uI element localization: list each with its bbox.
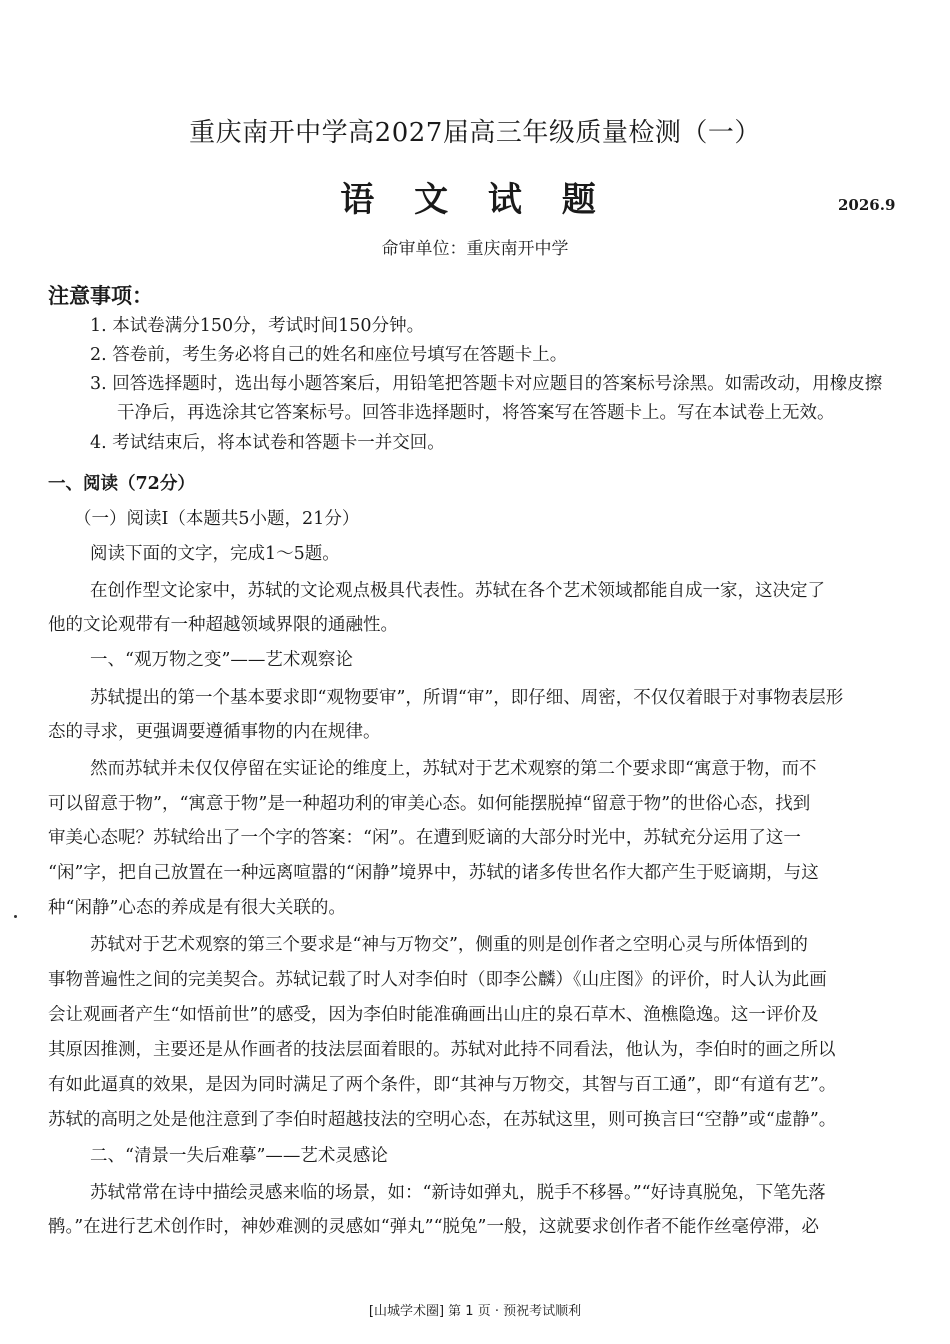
passage-line: 有如此逼真的效果，是因为同时满足了两个条件，即“其神与万物交，其智与百工通”，即“有道有艺”。 [48, 1075, 837, 1095]
passage-line: 会让观画者产生“如悟前世”的感受，因为李伯时能准确画出山庄的泉石草木、渔樵隐逸。这一评价及 [48, 1005, 819, 1025]
passage-line: 在创作型文论家中，苏轼的文论观点极具代表性。苏轼在各个艺术领域都能自成一家，这决定了 [90, 581, 825, 601]
passage-line: 苏轼常常在诗中描绘灵感来临的场景，如：“新诗如弹丸，脱手不移晷。”“好诗真脱兔，下笔先落 [90, 1183, 826, 1203]
margin-dot [14, 915, 17, 918]
passage-line: 苏轼提出的第一个基本要求即“观物要审”，所谓“审”，即仔细、周密，不仅仅着眼于对事物表层形 [90, 688, 844, 708]
passage-subheading: 二、“清景一失后难摹”——艺术灵感论 [90, 1146, 388, 1166]
instruction-line: 阅读下面的文字，完成1～5题。 [90, 544, 340, 564]
notice-item-continued: 干净后，再选涂其它答案标号。回答非选择题时，将答案写在答题卡上。写在本试卷上无效。 [117, 403, 835, 423]
passage-line: 然而苏轼并未仅仅停留在实证论的维度上，苏轼对于艺术观察的第二个要求即“寓意于物，而不 [90, 759, 817, 779]
subject-title: 语 文 试 题 [340, 180, 610, 220]
notice-item: 2. 答卷前，考生务必将自己的姓名和座位号填写在答题卡上。 [90, 345, 568, 365]
passage-line: 鹘。”在进行艺术创作时，神妙难测的灵感如“弹丸”“脱兔”一般，这就要求创作者不能作丝毫停滞，必 [48, 1217, 819, 1237]
section-heading: 一、阅读（72分） [48, 474, 195, 494]
page-footer: [山城学术圈] 第 1 页 · 预祝考试顺利 [368, 1304, 582, 1319]
passage-line: 可以留意于物”，“寓意于物”是一种超功利的审美心态。如何能摆脱掉“留意于物”的世俗心态，找到 [48, 794, 811, 814]
passage-line: 态的寻求，更强调要遵循事物的内在规律。 [48, 722, 381, 742]
school-title: 重庆南开中学高2027届高三年级质量检测（一） [189, 118, 761, 148]
passage-line: 种“闲静”心态的养成是有很大关联的。 [48, 898, 346, 918]
passage-line: “闲”字，把自己放置在一种远离喧嚣的“闲静”境界中，苏轼的诸多传世名作大都产生于贬谪期，与这 [48, 863, 819, 883]
passage-line: 苏轼的高明之处是他注意到了李伯时超越技法的空明心态，在苏轼这里，则可换言曰“空静”或“虚静”。 [48, 1110, 837, 1130]
issuer-line: 命审单位：重庆南开中学 [381, 239, 569, 259]
passage-subheading: 一、“观万物之变”——艺术观察论 [90, 650, 353, 670]
subsection-heading: （一）阅读Ⅰ（本题共5小题，21分） [74, 509, 360, 529]
notice-item: 3. 回答选择题时，选出每小题答案后，用铅笔把答题卡对应题目的答案标号涂黑。如需改动，用橡皮擦 [90, 374, 883, 394]
passage-line: 他的文论观带有一种超越领域界限的通融性。 [48, 615, 398, 635]
notice-heading: 注意事项： [48, 283, 153, 308]
passage-line: 其原因推测，主要还是从作画者的技法层面着眼的。苏轼对此持不同看法，他认为，李伯时的画之所以 [48, 1040, 836, 1060]
passage-line: 苏轼对于艺术观察的第三个要求是“神与万物交”，侧重的则是创作者之空明心灵与所体悟到的 [90, 935, 808, 955]
passage-line: 事物普遍性之间的完美契合。苏轼记载了时人对李伯时（即李公麟）《山庄图》的评价，时人认为此画 [48, 970, 827, 990]
passage-line: 审美心态呢？苏轼给出了一个字的答案：“闲”。在遭到贬谪的大部分时光中，苏轼充分运用了这一 [48, 828, 801, 848]
notice-item: 1. 本试卷满分150分，考试时间150分钟。 [90, 316, 425, 336]
exam-date: 2026.9 [838, 196, 896, 214]
notice-item: 4. 考试结束后，将本试卷和答题卡一并交回。 [90, 433, 445, 453]
